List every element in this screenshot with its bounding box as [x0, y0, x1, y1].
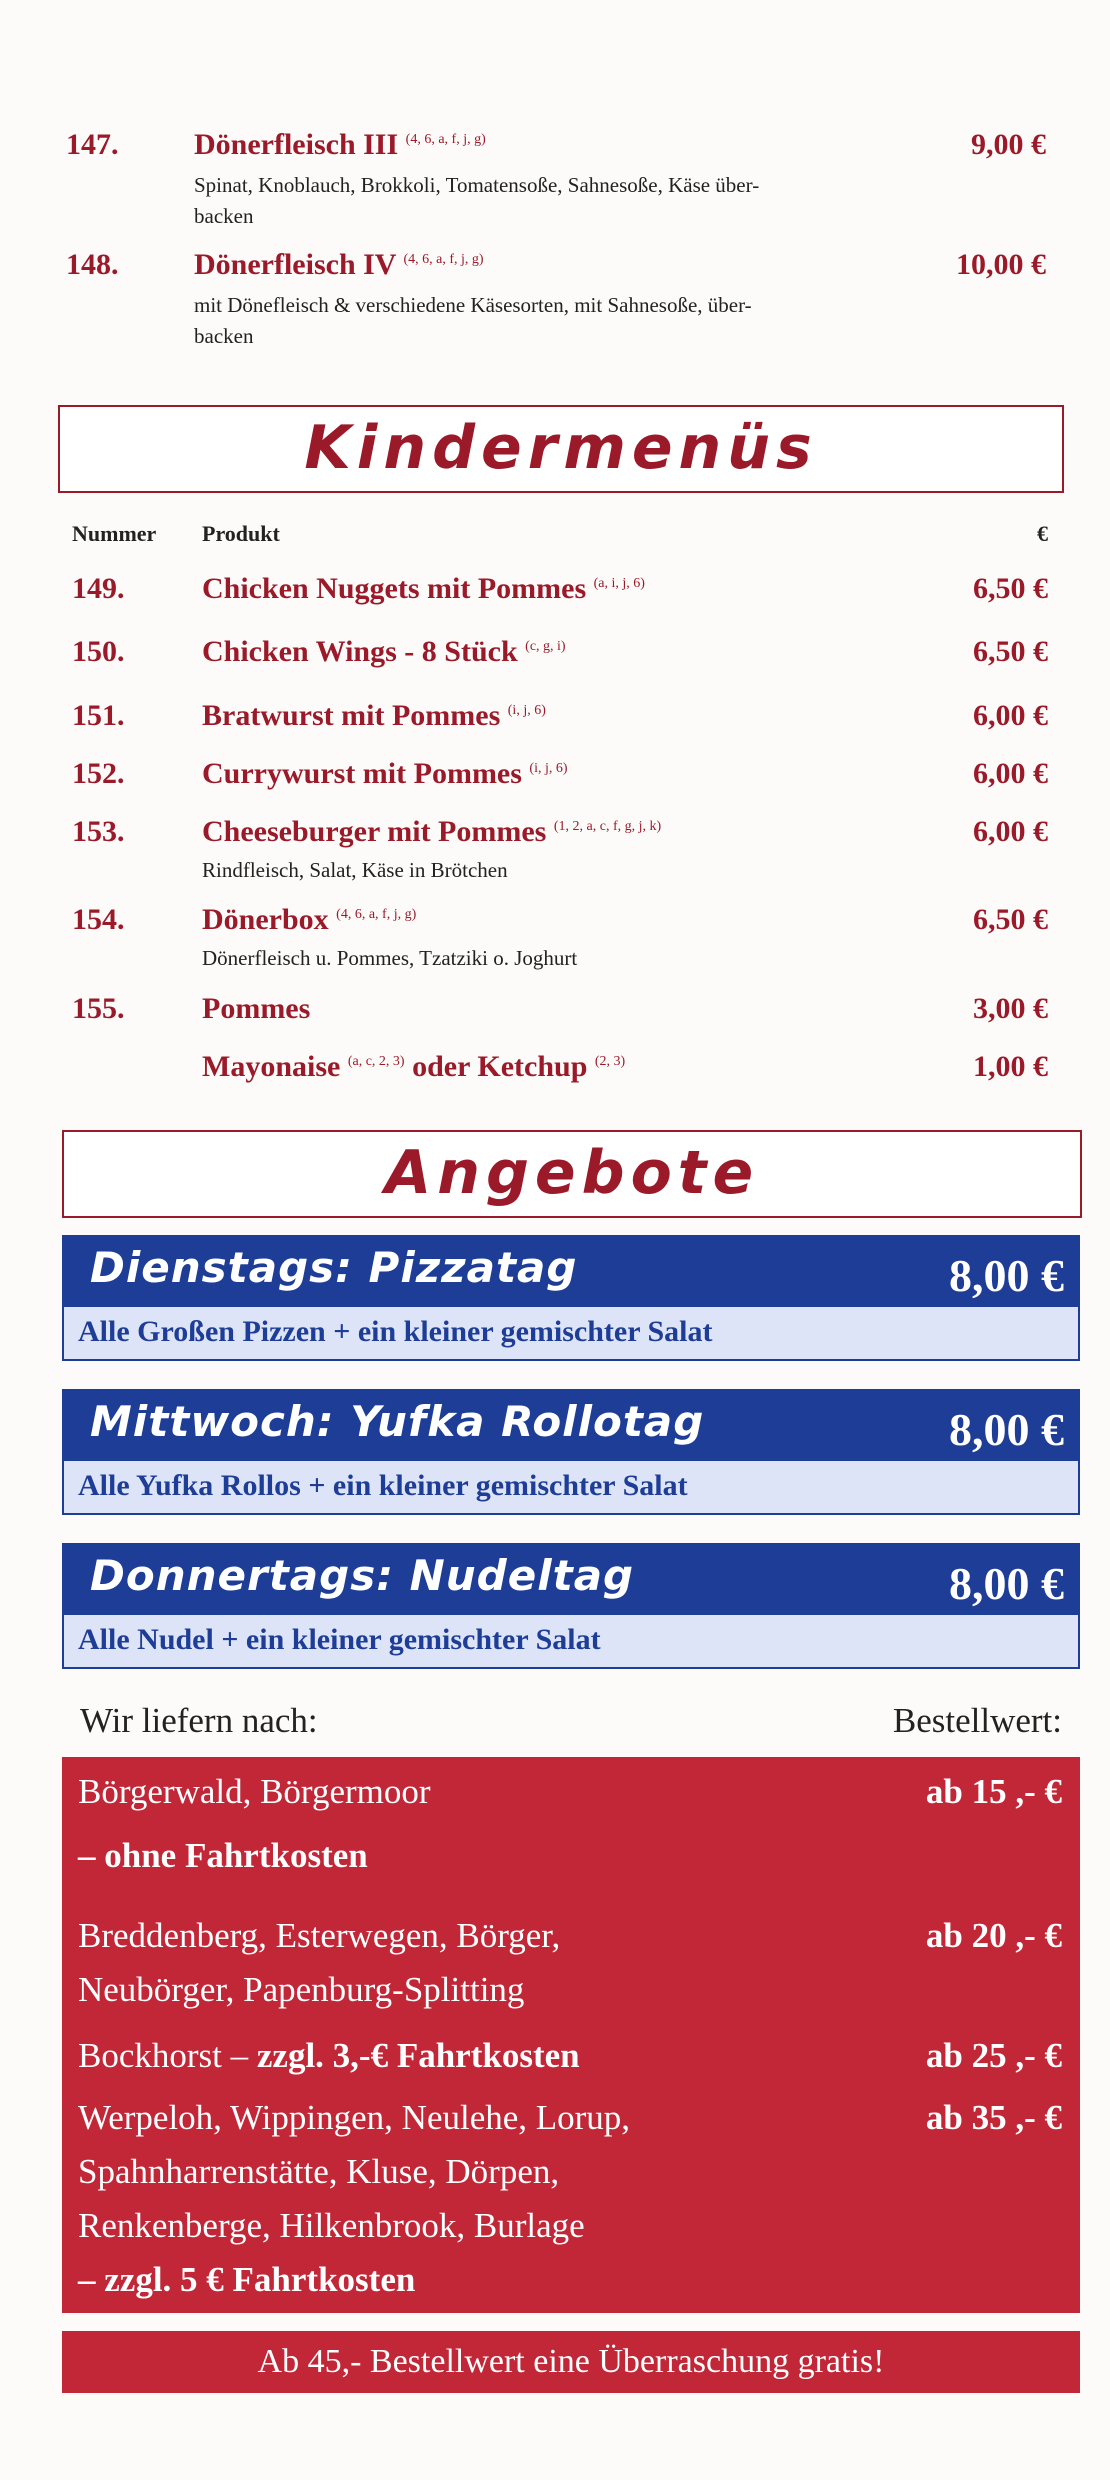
kindermenus-banner [58, 405, 1064, 493]
delivery-place: Neubörger, Papenburg-Splitting [78, 1970, 525, 2009]
item-price: 3,00 € [973, 992, 1048, 1025]
item-price: 6,50 € [973, 572, 1048, 605]
item-number: 154. [72, 903, 125, 936]
delivery-value: ab 15 ,- € [925, 1772, 1062, 1811]
column-header-product: Produkt [202, 521, 280, 546]
item-name: Dönerfleisch III $^{(4, 6, a, f, j, g)}$ [194, 128, 486, 161]
kinder-item-sauce [72, 1050, 1048, 1100]
offer-price: 8,00 € [949, 1404, 1064, 1455]
offer-title: Donnertags: Nudeltag [90, 1551, 635, 1600]
delivery-place: Werpeloh, Wippingen, Neulehe, Lorup, [78, 2098, 631, 2137]
offer-donnerstag [62, 1543, 1080, 1669]
kinder-item-149 [72, 572, 1048, 622]
item-number: 153. [72, 815, 125, 848]
delivery-place: Renkenberge, Hilkenbrook, Burlage [78, 2206, 585, 2245]
item-name: Currywurst mit Pommes $^{(i, j, 6)}$ [202, 757, 568, 790]
delivery-value: ab 20 ,- € [925, 1916, 1062, 1955]
offer-header [62, 1543, 1080, 1615]
item-number: 149. [72, 572, 125, 605]
bonus-banner [62, 2331, 1080, 2393]
offer-header [62, 1389, 1080, 1461]
delivery-place: Börgerwald, Börgermoor [78, 1772, 431, 1811]
angebote-banner [62, 1130, 1082, 1218]
kinder-item-152 [72, 757, 1048, 807]
offer-price: 8,00 € [949, 1558, 1064, 1609]
column-header-price: € [1037, 521, 1048, 546]
item-name: Pommes [202, 992, 311, 1025]
column-header-number: Nummer [72, 521, 157, 546]
delivery-value: ab 25 ,- € [925, 2036, 1062, 2075]
menu-item-147 [66, 128, 1046, 238]
delivery-heading-value: Bestellwert: [892, 1701, 1062, 1740]
item-allergens: (4, 6, a, f, j, g) [405, 132, 486, 147]
offer-title: Dienstags: Pizzatag [90, 1243, 578, 1292]
item-price: 1,00 € [973, 1050, 1048, 1083]
item-number: 151. [72, 699, 125, 732]
offer-description: Alle Großen Pizzen + ein kleiner gemischter Salat [62, 1307, 1080, 1361]
item-number: 148. [66, 248, 119, 281]
kinder-item-154 [72, 903, 1048, 983]
delivery-box [62, 1757, 1080, 2313]
item-name: Dönerfleisch IV $^{(4, 6, a, f, j, g)}$ [194, 248, 484, 281]
item-number: 147. [66, 128, 119, 161]
item-name: Mayonaise $^{(a, c, 2, 3)}$ oder Ketchup $^{(2, 3)}$ [202, 1050, 626, 1083]
offer-header [62, 1235, 1080, 1307]
item-description: mit Dönefleisch & verschiedene Käsesorten, mit Sahnesoße, über- backen [194, 293, 752, 348]
delivery-place: Spahnharrenstätte, Kluse, Dörpen, [78, 2152, 560, 2191]
offer-price: 8,00 € [949, 1250, 1064, 1301]
offer-dienstag [62, 1235, 1080, 1361]
item-description: Spinat, Knoblauch, Brokkoli, Tomatensoße, Sahnesoße, Käse über- backen [194, 173, 760, 228]
delivery-value: ab 35 ,- € [925, 2098, 1062, 2137]
bonus-text: Ab 45,- Bestellwert eine Überraschung gratis! [257, 2343, 885, 2380]
item-price: 6,00 € [973, 815, 1048, 848]
delivery-place: Breddenberg, Esterwegen, Börger, [78, 1916, 561, 1955]
item-number: 155. [72, 992, 125, 1025]
item-price: 10,00 € [956, 248, 1046, 281]
item-number: 150. [72, 635, 125, 668]
delivery-heading: Wir liefern nach: [80, 1701, 318, 1740]
offer-description: Alle Yufka Rollos + ein kleiner gemischter Salat [62, 1461, 1080, 1515]
section-title: Kindermenüs [304, 413, 818, 483]
item-price: 6,00 € [973, 757, 1048, 790]
item-price: 9,00 € [971, 128, 1046, 161]
item-price: 6,00 € [973, 699, 1048, 732]
item-description: Dönerfleisch u. Pommes, Tzatziki o. Joghurt [202, 946, 578, 970]
kinder-item-151 [72, 699, 1048, 749]
delivery-place: Bockhorst – zzgl. 3,-€ Fahrtkosten [78, 2036, 580, 2075]
offer-description: Alle Nudel + ein kleiner gemischter Salat [62, 1615, 1080, 1669]
item-price: 6,50 € [973, 635, 1048, 668]
kinder-item-150 [72, 635, 1048, 685]
kinder-item-155 [72, 992, 1048, 1042]
delivery-note: – zzgl. 5 € Fahrtkosten [78, 2260, 416, 2299]
offer-title: Mittwoch: Yufka Rollotag [90, 1397, 705, 1446]
item-name: Chicken Wings - 8 Stück $^{(c, g, i)}$ [202, 635, 566, 668]
section-title: Angebote [384, 1138, 760, 1208]
item-name: Dönerbox $^{(4, 6, a, f, j, g)}$ [202, 903, 417, 936]
item-number: 152. [72, 757, 125, 790]
item-allergens: (4, 6, a, f, j, g) [403, 252, 484, 267]
delivery-note: – ohne Fahrtkosten [78, 1836, 368, 1875]
item-name: Chicken Nuggets mit Pommes $^{(a, i, j, 6)}$ [202, 572, 645, 605]
offer-mittwoch [62, 1389, 1080, 1515]
item-price: 6,50 € [973, 903, 1048, 936]
menu-item-148 [66, 248, 1046, 358]
kinder-item-153 [72, 815, 1048, 895]
item-name: Bratwurst mit Pommes $^{(i, j, 6)}$ [202, 699, 546, 732]
item-description: Rindfleisch, Salat, Käse in Brötchen [202, 858, 508, 882]
item-name: Cheeseburger mit Pommes $^{(1, 2, a, c, f, g, j, k)}$ [202, 815, 662, 848]
